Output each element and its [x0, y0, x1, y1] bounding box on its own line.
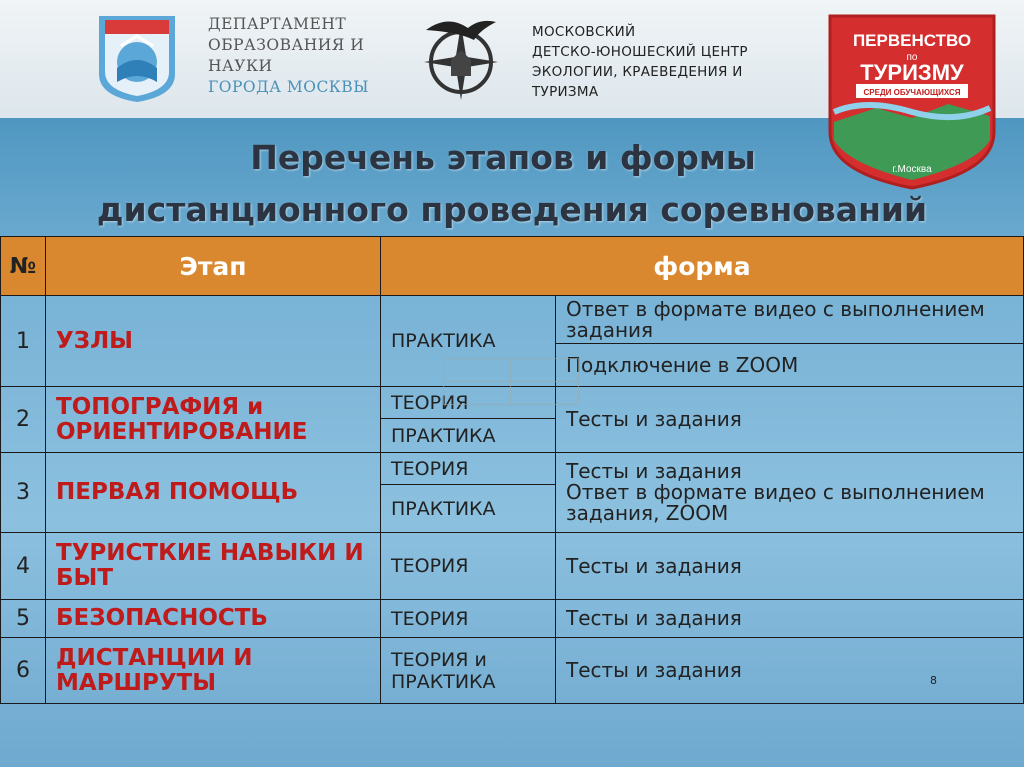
row-stage: ПЕРВАЯ ПОМОЩЬ: [46, 453, 381, 533]
row-number: 5: [1, 600, 46, 638]
badge-ribbon: СРЕДИ ОБУЧАЮЩИХСЯ: [863, 88, 961, 97]
compass-bird-logo-icon: [418, 10, 504, 106]
center-line: ТУРИЗМА: [532, 84, 599, 100]
row-stage: ТОПОГРАФИЯ и ОРИЕНТИРОВАНИЕ: [46, 387, 381, 453]
department-logo-icon: [95, 12, 179, 104]
center-line: ДЕТСКО-ЮНОШЕСКИЙ ЦЕНТР: [532, 44, 748, 60]
center-line: ЭКОЛОГИИ, КРАЕВЕДЕНИЯ И: [532, 64, 743, 80]
table-row: [1, 453, 1024, 485]
row-number: 6: [1, 638, 46, 704]
department-city: ГОРОДА МОСКВЫ: [208, 78, 369, 96]
row-form-line: Ответ в формате видео с выполнением задания, ZOOM: [566, 480, 985, 525]
row-kind: ПРАКТИКА: [381, 419, 556, 453]
row-number: 4: [1, 533, 46, 600]
table-header-row: [1, 237, 1024, 296]
badge-line-2: по: [906, 52, 918, 63]
row-stage: ТУРИСТКИЕ НАВЫКИ И БЫТ: [46, 533, 381, 600]
department-line: НАУКИ: [208, 57, 273, 75]
row-form: [556, 453, 1024, 533]
department-line: ОБРАЗОВАНИЯ И: [208, 36, 365, 54]
title-line-1: Перечень этапов и формы: [250, 138, 756, 177]
row-form-line: Тесты и задания: [566, 459, 742, 483]
row-form: Тесты и задания: [556, 387, 1024, 453]
badge-city: г.Москва: [892, 164, 932, 175]
row-number: 1: [1, 296, 46, 387]
center-name: [532, 22, 748, 102]
slide-title: [0, 132, 1024, 236]
row-form: Тесты и задания: [556, 533, 1024, 600]
faint-grid-overlay: [443, 358, 579, 405]
row-form: Ответ в формате видео с выполнением задания: [556, 296, 1024, 344]
department-name: [208, 14, 369, 98]
row-kind: ТЕОРИЯ: [381, 453, 556, 485]
row-kind: ТЕОРИЯ и ПРАКТИКА: [381, 638, 556, 704]
row-stage: УЗЛЫ: [46, 296, 381, 387]
stages-table: [0, 236, 1024, 704]
header-number: №: [1, 237, 46, 296]
badge-line-3: ТУРИЗМУ: [860, 60, 964, 85]
badge-line-1: ПЕРВЕНСТВО: [852, 31, 972, 50]
row-stage: ДИСТАНЦИИ И МАРШРУТЫ: [46, 638, 381, 704]
table-row: [1, 533, 1024, 600]
row-form: Тесты и задания: [556, 638, 1024, 704]
row-kind: ТЕОРИЯ: [381, 533, 556, 600]
table-row: [1, 638, 1024, 704]
header-form: форма: [381, 237, 1024, 296]
department-line: ДЕПАРТАМЕНТ: [208, 15, 347, 33]
row-kind: ПРАКТИКА: [381, 296, 556, 387]
row-kind: ТЕОРИЯ: [381, 387, 556, 419]
row-kind: ТЕОРИЯ: [381, 600, 556, 638]
header-stage: Этап: [46, 237, 381, 296]
row-number: 2: [1, 387, 46, 453]
row-stage: БЕЗОПАСНОСТЬ: [46, 600, 381, 638]
table-row: [1, 600, 1024, 638]
page-number: 8: [930, 674, 937, 687]
title-line-2: дистанционного проведения соревнований: [96, 190, 928, 229]
table-row: [1, 296, 1024, 344]
row-form: Тесты и задания: [556, 600, 1024, 638]
row-kind: ПРАКТИКА: [381, 485, 556, 533]
row-form: Подключение в ZOOM: [556, 344, 1024, 387]
row-number: 3: [1, 453, 46, 533]
center-line: МОСКОВСКИЙ: [532, 24, 636, 40]
